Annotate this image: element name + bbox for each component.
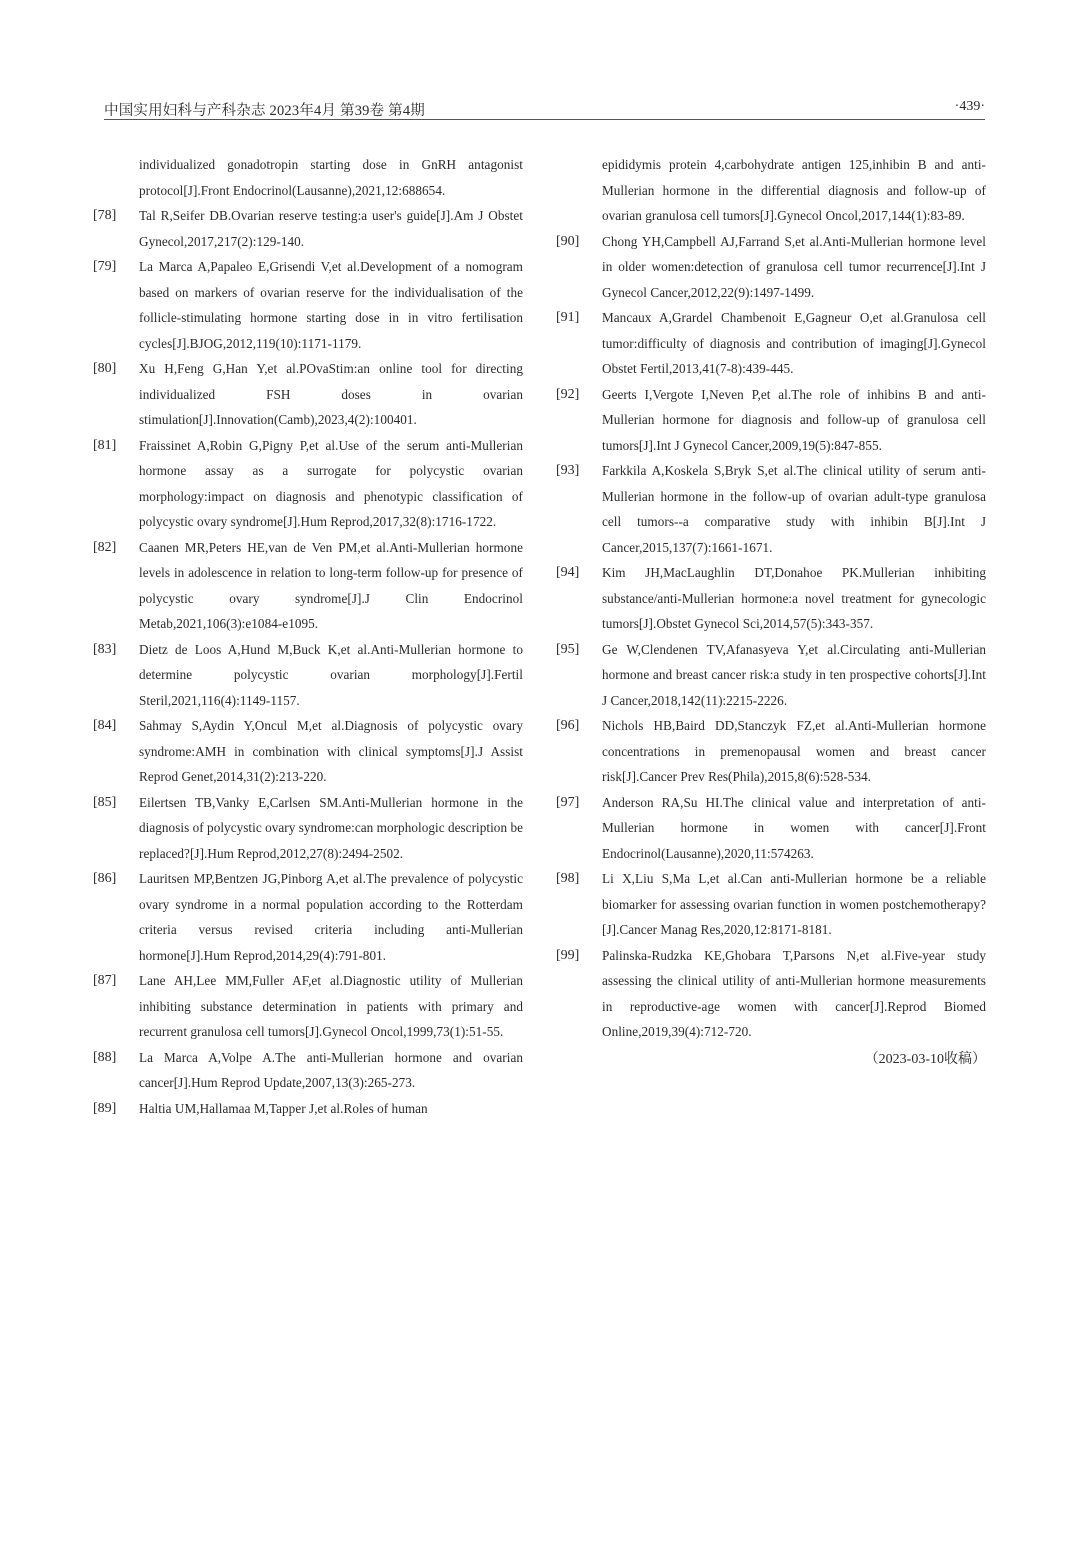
reference-item: [93, 535, 523, 637]
reference-item: [93, 713, 523, 790]
reference-text: La Marca A,Papaleo E,Grisendi V,et al.Development of a nomogram based on markers of ovarian reserve for the individualisation of the follicle-stimulating hormone starting dose in in vitro fertilisation cycles[J].BJOG,2012,119(10):1171-1179.: [139, 259, 523, 351]
reference-item: [556, 382, 986, 459]
reference-item: [556, 790, 986, 867]
reference-number: [79]: [93, 259, 117, 274]
reference-text: Geerts I,Vergote I,Neven P,et al.The role of inhibins B and anti-Mullerian hormone for diagnosis and follow-up of granulosa cell tumors[J].Int J Gynecol Cancer,2009,19(5):847-855.: [602, 386, 986, 453]
reference-text: Eilertsen TB,Vanky E,Carlsen SM.Anti-Mullerian hormone in the diagnosis of polycystic ovary syndrome:can morphologic description be replaced?[J].Hum Reprod,2012,27(8):2494-2502.: [139, 794, 523, 861]
reference-text: Dietz de Loos A,Hund M,Buck K,et al.Anti-Mullerian hormone to determine polycystic ovarian morphology[J].Fertil Steril,2021,116(4):1149-1157.: [139, 641, 523, 708]
reference-text: Tal R,Seifer DB.Ovarian reserve testing:a user's guide[J].Am J Obstet Gynecol,2017,217(2):129-140.: [139, 208, 523, 249]
reference-text: Sahmay S,Aydin Y,Oncul M,et al.Diagnosis of polycystic ovary syndrome:AMH in combination with clinical symptoms[J].J Assist Reprod Genet,2014,31(2):213-220.: [139, 718, 523, 784]
reference-text: Lauritsen MP,Bentzen JG,Pinborg A,et al.The prevalence of polycystic ovary syndrome in a normal population according to the Rotterdam criteria versus revised criteria including anti-Mullerian hormone[J].Hum Reprod,2014,29(4):791-801.: [139, 871, 523, 963]
reference-text: La Marca A,Volpe A.The anti-Mullerian hormone and ovarian cancer[J].Hum Reprod Update,2007,13(3):265-273.: [139, 1049, 523, 1090]
reference-item: [93, 433, 523, 535]
reference-item: [93, 356, 523, 433]
reference-number: [91]: [556, 310, 580, 325]
reference-item: [602, 152, 986, 229]
reference-text: Farkkila A,Koskela S,Bryk S,et al.The clinical utility of serum anti-Mullerian hormone in the follow-up of ovarian adult-type granulosa cell tumors--a comparative study with inhibin B[J].Int J Cancer,2015,137(7):1661-1671.: [602, 463, 986, 555]
reference-number: [98]: [556, 871, 580, 886]
journal-title: 中国实用妇科与产科杂志 2023年4月 第39卷 第4期: [104, 103, 425, 119]
reference-number: [80]: [93, 361, 117, 376]
reference-text: Nichols HB,Baird DD,Stanczyk FZ,et al.Anti-Mullerian hormone concentrations in premenopausal women and breast cancer risk[J].Cancer Prev Res(Phila),2015,8(6):528-534.: [602, 718, 986, 784]
running-header: [104, 97, 985, 120]
reference-item: [556, 866, 986, 943]
reference-text: Kim JH,MacLaughlin DT,Donahoe PK.Mullerian inhibiting substance/anti-Mullerian hormone:a novel treatment for gynecologic tumors[J].Obstet Gynecol Sci,2014,57(5):343-357.: [602, 565, 986, 631]
received-date-note: （2023-03-10收稿）: [864, 1051, 986, 1067]
reference-text: Caanen MR,Peters HE,van de Ven PM,et al.Anti-Mullerian hormone levels in adolescence in relation to long-term follow-up for presence of polycystic ovary syndrome[J].J Clin Endocrinol Metab,2021,106(3):e1084-e1095.: [139, 539, 523, 631]
reference-text: Ge W,Clendenen TV,Afanasyeva Y,et al.Circulating anti-Mullerian hormone and breast cancer risk:a study in ten prospective cohorts[J].Int J Cancer,2018,142(11):2215-2226.: [602, 641, 986, 708]
reference-number: [88]: [93, 1049, 117, 1065]
reference-number: [95]: [556, 641, 580, 657]
reference-item: [93, 637, 523, 714]
reference-item: [556, 713, 986, 790]
reference-item: [93, 1045, 523, 1096]
reference-item: [93, 1096, 523, 1122]
reference-text: Palinska-Rudzka KE,Ghobara T,Parsons N,et al.Five-year study assessing the clinical utility of anti-Mullerian hormone measurements in reproductive-age women with cancer[J].Reprod Biomed Online,2019,39(4):712-720.: [602, 947, 986, 1039]
reference-text: epididymis protein 4,carbohydrate antigen 125,inhibin B and anti-Mullerian hormone in the differential diagnosis and follow-up of ovarian granulosa cell tumors[J].Gynecol Oncol,2017,144(1):83-89.: [602, 157, 986, 223]
reference-number: [78]: [93, 208, 117, 223]
reference-item: [93, 203, 523, 254]
reference-item: [556, 943, 986, 1045]
reference-item: [93, 254, 523, 356]
reference-text: Haltia UM,Hallamaa M,Tapper J,et al.Roles of human: [139, 1100, 428, 1116]
reference-text: Chong YH,Campbell AJ,Farrand S,et al.Anti-Mullerian hormone level in older women:detection of granulosa cell tumor recurrence[J].Int J Gynecol Cancer,2012,22(9):1497-1499.: [602, 233, 986, 300]
reference-text: Anderson RA,Su HI.The clinical value and interpretation of anti-Mullerian hormone in women with cancer[J].Front Endocrinol(Lausanne),2020,11:574263.: [602, 794, 986, 861]
reference-text: Lane AH,Lee MM,Fuller AF,et al.Diagnostic utility of Mullerian inhibiting substance determination in patients with primary and recurrent granulosa cell tumors[J].Gynecol Oncol,1999,73(1):51-55.: [139, 973, 523, 1039]
reference-number: [86]: [93, 871, 117, 886]
reference-column-right: [556, 152, 986, 1072]
reference-number: [92]: [556, 386, 580, 402]
reference-number: [97]: [556, 794, 580, 810]
reference-item: [93, 790, 523, 867]
reference-number: [81]: [93, 437, 117, 453]
reference-item: [93, 968, 523, 1045]
reference-number: [99]: [556, 947, 580, 963]
reference-number: [83]: [93, 641, 117, 657]
reference-number: [94]: [556, 565, 580, 580]
page-number: ·439·: [954, 99, 985, 114]
reference-item: [556, 305, 986, 382]
reference-number: [93]: [556, 463, 580, 478]
reference-item: [139, 152, 523, 203]
reference-text: individualized gonadotropin starting dose in GnRH antagonist protocol[J].Front Endocrinol(Lausanne),2021,12:688654.: [139, 157, 523, 198]
reference-number: [90]: [556, 233, 580, 249]
reference-text: Mancaux A,Grardel Chambenoit E,Gagneur O,et al.Granulosa cell tumor:difficulty of diagnosis and contribution of imaging[J].Gynecol Obstet Fertil,2013,41(7-8):439-445.: [602, 310, 986, 376]
reference-text: Xu H,Feng G,Han Y,et al.POvaStim:an online tool for directing individualized FSH doses in ovarian stimulation[J].Innovation(Camb),2023,4(2):100401.: [139, 361, 523, 427]
reference-text: Li X,Liu S,Ma L,et al.Can anti-Mullerian hormone be a reliable biomarker for assessing ovarian function in women postchemotherapy?[J].Cancer Manag Res,2020,12:8171-8181.: [602, 871, 986, 937]
reference-item: [556, 229, 986, 306]
reference-number: [84]: [93, 718, 117, 733]
reference-item: [556, 637, 986, 714]
reference-text: Fraissinet A,Robin G,Pigny P,et al.Use of the serum anti-Mullerian hormone assay as a surrogate for polycystic ovarian morphology:impact on diagnosis and phenotypic classification of polycystic ovary syndrome[J].Hum Reprod,2017,32(8):1716-1722.: [139, 437, 523, 529]
reference-item: [556, 560, 986, 637]
reference-item: [556, 458, 986, 560]
reference-number: [85]: [93, 794, 117, 810]
reference-number: [96]: [556, 718, 580, 733]
reference-column-left: [93, 152, 523, 1121]
reference-number: [87]: [93, 973, 117, 988]
reference-number: [89]: [93, 1100, 117, 1116]
reference-item: [93, 866, 523, 968]
reference-number: [82]: [93, 539, 117, 555]
